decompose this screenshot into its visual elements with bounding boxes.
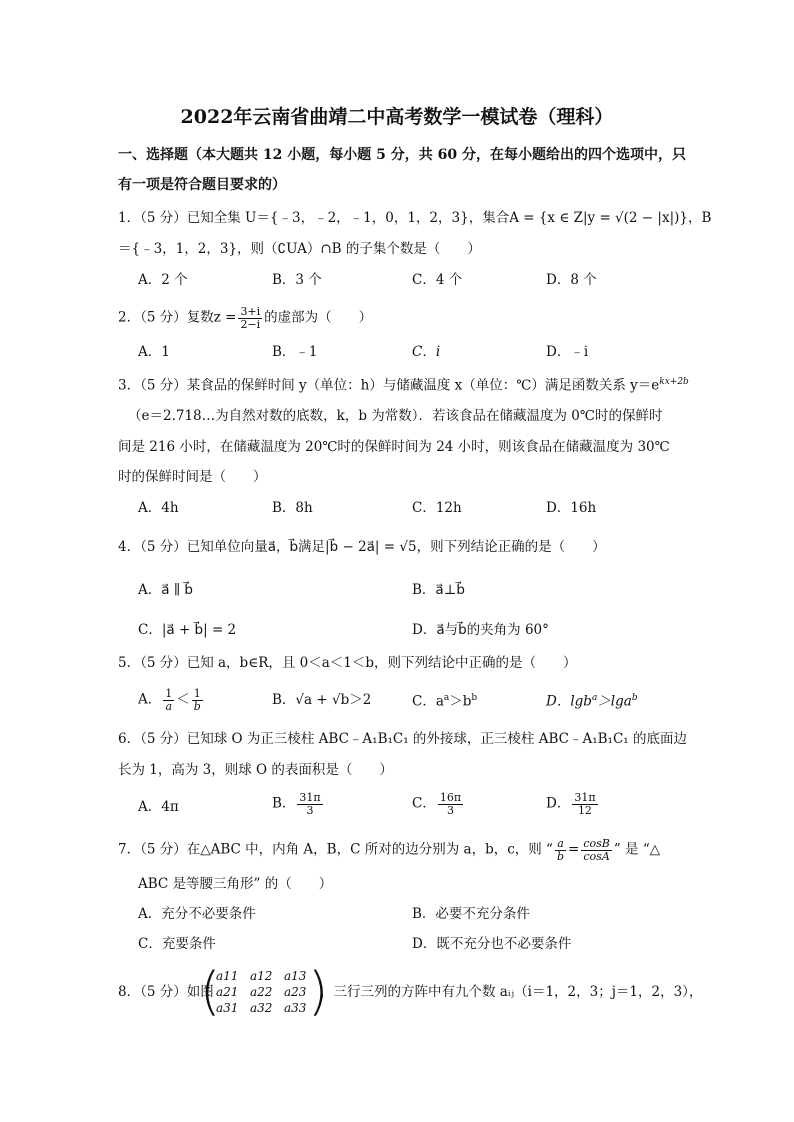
q5-frac1-num: 1 xyxy=(165,687,173,700)
q5-option-d xyxy=(546,694,638,709)
q7-f1-num: a xyxy=(555,838,566,851)
q7-option-d: D．既不充分也不必要条件 xyxy=(412,936,572,952)
q3-line1-text: 3．（5 分）某食品的保鲜时间 y（单位：h）与储藏温度 x（单位：℃）满足函数关系 y＝e xyxy=(118,377,660,394)
matrix-cell-a33: a33 xyxy=(284,1001,307,1015)
q8-stem-pre: 8．（5 分）如图 xyxy=(118,984,214,1000)
q5-option-d-exp1: a xyxy=(591,693,598,703)
q8-stem-post: ，三行三列的方阵中有九个数 aᵢⱼ（i＝1，2，3；j＝1，2，3）， xyxy=(320,984,703,1000)
q6-c-num: 16π xyxy=(439,791,462,804)
q6-option-c-fraction xyxy=(438,792,463,816)
q4-option-d: D．a⃗与b⃗的夹角为 60° xyxy=(412,622,549,638)
q2-option-b: B．﹣1 xyxy=(272,344,318,360)
q1-option-b: B．3 个 xyxy=(272,272,322,288)
q7-option-a: A．充分不必要条件 xyxy=(138,906,256,922)
section-heading-line2: 有一项是符合题目要求的） xyxy=(118,177,286,193)
q3-option-a: A．4h xyxy=(138,500,179,516)
q2-fraction xyxy=(238,306,262,330)
q7-line1-pre: 7．（5 分）在△ABC 中，内角 A，B，C 所对的边分别为 a，b，c，则 “ xyxy=(118,841,553,858)
q6-stem-line1: 6．（5 分）已知球 O 为正三棱柱 ABC﹣A₁B₁C₁ 的外接球，正三棱柱 ABC﹣A₁B₁C₁ 的底面边 xyxy=(118,731,688,747)
q5-frac2-den: b xyxy=(193,699,201,713)
q6-option-c xyxy=(412,792,465,816)
q6-option-b-label: B． xyxy=(272,795,296,812)
q5-option-b: B．√a + √b＞2 xyxy=(272,692,372,708)
section-heading-line1: 一、选择题（本大题共 12 小题，每小题 5 分，共 60 分，在每小题给出的四个选项中，只 xyxy=(118,147,686,163)
q1-stem-line2: ＝{﹣3，1，2，3}，则（∁UA）∩B 的子集个数是（ ） xyxy=(118,241,481,257)
q2-suffix: 的虚部为（ ） xyxy=(264,309,373,326)
matrix-cell-a11: a11 xyxy=(216,969,239,983)
q2-option-c: C．i xyxy=(412,344,441,360)
q5-option-d-mid: ＞lga xyxy=(597,693,632,710)
q1-option-c: C．4 个 xyxy=(412,272,463,288)
q5-option-a xyxy=(138,688,205,712)
matrix-cell-a22: a22 xyxy=(250,985,273,999)
matrix-cell-a23: a23 xyxy=(284,985,307,999)
q7-option-c: C．充要条件 xyxy=(138,936,216,952)
q3-stem-line4: 时的保鲜时间是（ ） xyxy=(118,469,267,485)
q6-option-a: A．4π xyxy=(138,799,179,815)
q6-b-den: 3 xyxy=(306,803,314,817)
q3-stem-line3: 间是 216 小时，在储藏温度为 20℃时的保鲜时间为 24 小时，则该食品在储藏温度为 30℃ xyxy=(118,439,670,455)
q5-option-c xyxy=(412,694,477,709)
q5-option-c-mid: ＞b xyxy=(449,693,472,710)
q5-frac1-den: a xyxy=(165,699,173,713)
q6-option-d xyxy=(546,792,600,816)
q6-option-c-label: C． xyxy=(412,795,436,812)
q7-option-b: B．必要不充分条件 xyxy=(412,906,530,922)
q3-stem-line1 xyxy=(118,378,689,393)
q8-matrix-right-paren: ) xyxy=(308,962,329,1022)
q5-frac-1-over-a xyxy=(163,688,174,712)
q5-frac-1-over-b xyxy=(192,688,203,712)
q6-d-num: 31π xyxy=(574,791,596,804)
q5-option-c-exp2: b xyxy=(471,693,478,703)
q5-option-c-base: C．a xyxy=(412,693,444,710)
q2-option-a: A．1 xyxy=(138,344,170,360)
matrix-cell-a31: a31 xyxy=(216,1001,239,1015)
q4-stem: 4．（5 分）已知单位向量a⃗，b⃗满足|b⃗ − 2a⃗| = √5，则下列结论正确的是（ ） xyxy=(118,539,606,555)
q7-f2-num: cosB xyxy=(583,837,610,850)
q8-matrix xyxy=(200,962,329,1022)
q8-matrix-left-paren: ( xyxy=(200,962,221,1022)
q1-option-a: A．2 个 xyxy=(138,272,188,288)
q3-option-c: C．12h xyxy=(412,500,462,516)
q1-option-d: D．8 个 xyxy=(546,272,597,288)
matrix-cell-a12: a12 xyxy=(250,969,273,983)
q7-frac-cosb-over-cosa xyxy=(581,838,612,862)
q6-stem-line2: 长为 1，高为 3，则球 O 的表面积是（ ） xyxy=(118,762,393,778)
q5-option-a-relation: ＜ xyxy=(176,691,190,708)
matrix-cell-a13: a13 xyxy=(284,969,307,983)
q5-option-a-label: A． xyxy=(138,691,162,708)
q6-option-b-fraction xyxy=(297,792,322,816)
q7-f2-den: cosA xyxy=(583,849,610,863)
matrix-cell-a32: a32 xyxy=(250,1001,273,1015)
q2-numerator: 3+i xyxy=(240,305,261,318)
q7-stem-line1 xyxy=(118,838,660,862)
q5-option-c-exp1: a xyxy=(443,693,450,703)
q5-stem: 5．（5 分）已知 a，b∈R，且 0＜a＜1＜b，则下列结论中正确的是（ ） xyxy=(118,655,577,671)
q7-stem-line2: ABC 是等腰三角形” 的（ ） xyxy=(138,876,333,892)
q6-d-den: 12 xyxy=(577,803,592,817)
q5-option-d-base: D．lgb xyxy=(546,693,592,710)
q6-b-num: 31π xyxy=(299,791,321,804)
q4-option-b: B．a⃗⊥b⃗ xyxy=(412,582,465,598)
q2-denominator: 2−i xyxy=(240,317,261,331)
q3-option-d: D．16h xyxy=(546,500,597,516)
q4-option-c: C．|a⃗ + b⃗| = 2 xyxy=(138,622,237,638)
q5-option-d-exp2: b xyxy=(631,693,638,703)
page-title: 2022年云南省曲靖二中高考数学一模试卷（理科） xyxy=(180,106,614,128)
q6-c-den: 3 xyxy=(446,803,454,817)
q6-option-d-fraction xyxy=(572,792,597,816)
q6-option-b xyxy=(272,792,325,816)
q3-stem-line2: （e＝2.718…为自然对数的底数，k，b 为常数）．若该食品在储藏温度为 0℃时的保鲜时 xyxy=(128,408,663,424)
q1-stem-line1: 1．（5 分）已知全集 U＝{﹣3，﹣2，﹣1，0，1，2，3}，集合A = {x ∈ Z|y = √(2 − |x|)}，B xyxy=(118,210,712,226)
matrix-cell-a21: a21 xyxy=(216,985,239,999)
q7-line1-post: ” 是 “△ xyxy=(613,841,661,858)
q6-option-d-label: D． xyxy=(546,795,571,812)
q2-stem xyxy=(118,306,372,330)
q7-f1-den: b xyxy=(556,849,565,863)
q2-prefix: 2．（5 分）复数z = xyxy=(118,309,237,326)
q2-option-d: D．﹣i xyxy=(546,344,589,360)
q4-option-a: A．a⃗ ∥ b⃗ xyxy=(138,582,193,598)
q3-exponent: kx+2b xyxy=(659,377,689,387)
q3-option-b: B．8h xyxy=(272,500,313,516)
q7-frac-a-over-b xyxy=(555,838,566,862)
q7-equals: = xyxy=(568,841,580,858)
q5-frac2-num: 1 xyxy=(192,688,203,701)
